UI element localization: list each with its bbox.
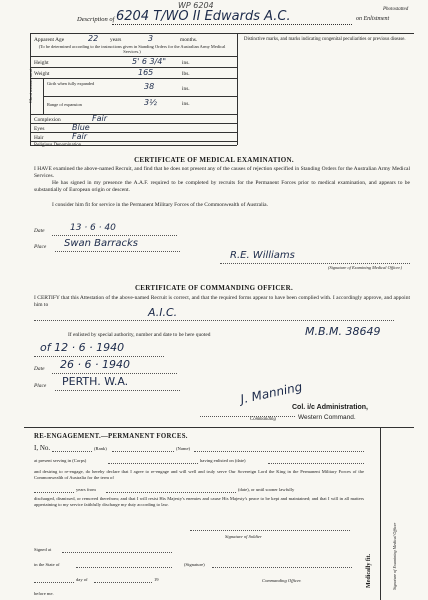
months-label: months. [180, 37, 198, 43]
month-line [94, 582, 152, 583]
weight-unit: lbs. [182, 71, 190, 77]
name-label: (Name) [176, 446, 191, 451]
authority-number: M.B.M. 38649 [305, 325, 381, 338]
corps-line [108, 463, 198, 464]
weight-row-border [30, 78, 237, 79]
rank-line [112, 451, 174, 452]
height-label: Height [34, 60, 49, 66]
chest-row-border [30, 114, 237, 115]
reengagement-body-2: discharged, dismissed, or removed therefrom; and that I will resist His Majesty's enemies and cause His Majesty's peace to be kept and maintained; and that I will in all matters appertaining to my service faithfully discharge my duty according to law. [34, 496, 364, 507]
appoint-line [34, 320, 394, 321]
stamp-line-2: Western Command. [298, 414, 356, 421]
medical-date-value: 13 · 6 · 40 [70, 223, 116, 233]
description-value: 6204 T/WO II Edwards A.C. [116, 9, 291, 24]
commanding-date-label: Date [34, 366, 45, 372]
complexion-value: Fair [92, 114, 108, 123]
medical-place-value: Swan Barracks [64, 238, 139, 249]
commanding-signature-line [200, 416, 295, 417]
commanding-officer-label: Commanding Officer. [262, 578, 302, 583]
rank-label: (Rank) [94, 446, 107, 451]
medical-para-2: He has signed in my presence the A.A.F. required to be completed by recruits for the Permanent Forces prior to medical examination, and appears to be substantially of European origin or descent. [34, 180, 410, 193]
medical-officer-signature: R.E. Williams [230, 250, 295, 261]
commanding-label: Commanding [250, 417, 276, 422]
name-line [194, 451, 364, 452]
medical-para-3: I consider him fit for service in the Permanent Military Forces of the Commonwealth of Australia. [52, 202, 268, 208]
serving-text: at present serving in (Corps) [34, 458, 87, 463]
medical-signature-caption: (Signature of Examining Medical Officer.) [328, 265, 403, 270]
height-value: 5' 6 3/4" [132, 57, 167, 66]
soldier-signature-label: Signature of Soldier [225, 534, 262, 539]
eyes-value: Blue [72, 123, 90, 132]
medical-place-line [55, 251, 180, 252]
commanding-place-label: Place [34, 383, 47, 389]
complexion-row-border [30, 123, 237, 124]
medical-certificate-heading: CERTIFICATE OF MEDICAL EXAMINATION. [134, 156, 294, 164]
before-me-label: before me. [34, 591, 54, 596]
age-note: (To be determined according to the instructions given in Standing Orders for the Australian Army Medical Services.) [38, 44, 226, 55]
years-from-line [106, 492, 236, 493]
year-label: 19 [154, 577, 159, 582]
range-value: 3½ [144, 98, 157, 107]
medical-para-1: I HAVE examined the above-named Recruit, and find that he does not present any of the causes of rejection specified in Standing Orders for the Australian Army Medical Services. [34, 166, 410, 179]
commanding-date-value: 26 · 6 · 1940 [60, 358, 130, 371]
authority-text: If enlisted by special authority, number and date to be here quoted [68, 332, 211, 338]
signed-at-line [62, 552, 172, 553]
enlisted-date-line [268, 463, 364, 464]
signature-paren: (Signature) [184, 562, 205, 567]
commanding-officer-signature: J. Manning [239, 379, 304, 407]
authority-date-line [34, 356, 164, 357]
enlisted-text: having enlisted on (date) [200, 458, 246, 463]
hair-label: Hair [34, 135, 44, 141]
file-number-note: WP 6204 [178, 1, 214, 10]
signed-at-label: Signed at [34, 547, 52, 552]
particulars-divider [237, 33, 238, 145]
range-unit: ins. [182, 101, 190, 107]
eyes-label: Eyes [34, 126, 45, 132]
religion-label: Religious Denomination [34, 143, 82, 148]
authority-date: of 12 · 6 · 1940 [40, 341, 125, 354]
hair-row-border [30, 141, 237, 142]
term-line [34, 492, 74, 493]
reengagement-right-divider [380, 427, 381, 600]
reengagement-top-rule [24, 427, 414, 428]
range-label: Range of expansion [47, 102, 82, 107]
medical-signature-line [220, 263, 410, 264]
reengagement-body: and desiring to re-engage, do hereby declare that I agree to re-engage and will well and truly serve Our Sovereign Lord the King in the Permanent Military Forces of the Commonwealth of Australia for the term of [34, 469, 364, 480]
years-from-text: years from [76, 487, 96, 492]
chest-measurement-label: Chest measurement [28, 68, 33, 103]
complexion-label: Complexion [34, 117, 61, 123]
commanding-place-value: PERTH. W.A. [62, 375, 129, 388]
years-label: years [110, 37, 122, 43]
exam-officer-side-label: Signature of Examining Medical Officer [392, 522, 397, 590]
day-of-label: day of [76, 577, 88, 582]
height-row-border [30, 67, 237, 68]
commanding-para-1: I CERTIFY that this Attestation of the above-named Recruit is correct, and that the required forms appear to have been complied with. I accordingly approve, and appoint him to [34, 295, 410, 308]
chest-row-divider [43, 96, 237, 97]
appoint-value: A.I.C. [148, 306, 178, 319]
day-line [34, 582, 74, 583]
stamp-line-1: Col. i/c Administration, [292, 404, 368, 411]
commanding-date-line [52, 373, 177, 374]
apparent-age-label: Apparent Age [34, 37, 65, 43]
soldier-signature-line [190, 530, 350, 531]
description-underline [112, 24, 352, 25]
medically-fit-label: Medically fit. [366, 554, 372, 588]
photostat-label: Photostatted [383, 7, 409, 12]
hair-value: Fair [72, 132, 88, 141]
distinctive-marks-label: Distinctive marks, and marks indicating congenital peculiarities or previous disease. [244, 37, 406, 42]
commanding-place-line [55, 390, 180, 391]
weight-label: Weight [34, 71, 50, 77]
reengagement-intro: I, No. [34, 444, 51, 452]
chest-expanded-unit: ins. [182, 86, 190, 92]
medical-place-label: Place [34, 244, 47, 250]
reengagement-heading: RE-ENGAGEMENT.—PERMANENT FORCES. [34, 433, 188, 440]
medical-date-line [52, 235, 177, 236]
in-state-label: in the State of [34, 562, 60, 567]
medical-date-label: Date [34, 228, 45, 234]
description-prefix: Description of [77, 16, 115, 23]
number-line [52, 451, 92, 452]
apparent-age-years: 22 [88, 34, 99, 43]
chest-expanded-value: 38 [144, 82, 155, 91]
description-suffix: on Enlistment [356, 16, 390, 22]
weight-value: 165 [138, 68, 154, 77]
commanding-certificate-heading: CERTIFICATE OF COMMANDING OFFICER. [134, 284, 294, 292]
eyes-row-border [30, 132, 237, 133]
chest-expanded-label: Girth when fully expanded [47, 81, 95, 86]
state-line [76, 567, 172, 568]
apparent-age-months: 3 [148, 34, 154, 43]
co-signature-line [212, 567, 352, 568]
date-paren-text: (date), or until sooner lawfully [238, 487, 295, 492]
height-unit: ins. [182, 60, 190, 66]
